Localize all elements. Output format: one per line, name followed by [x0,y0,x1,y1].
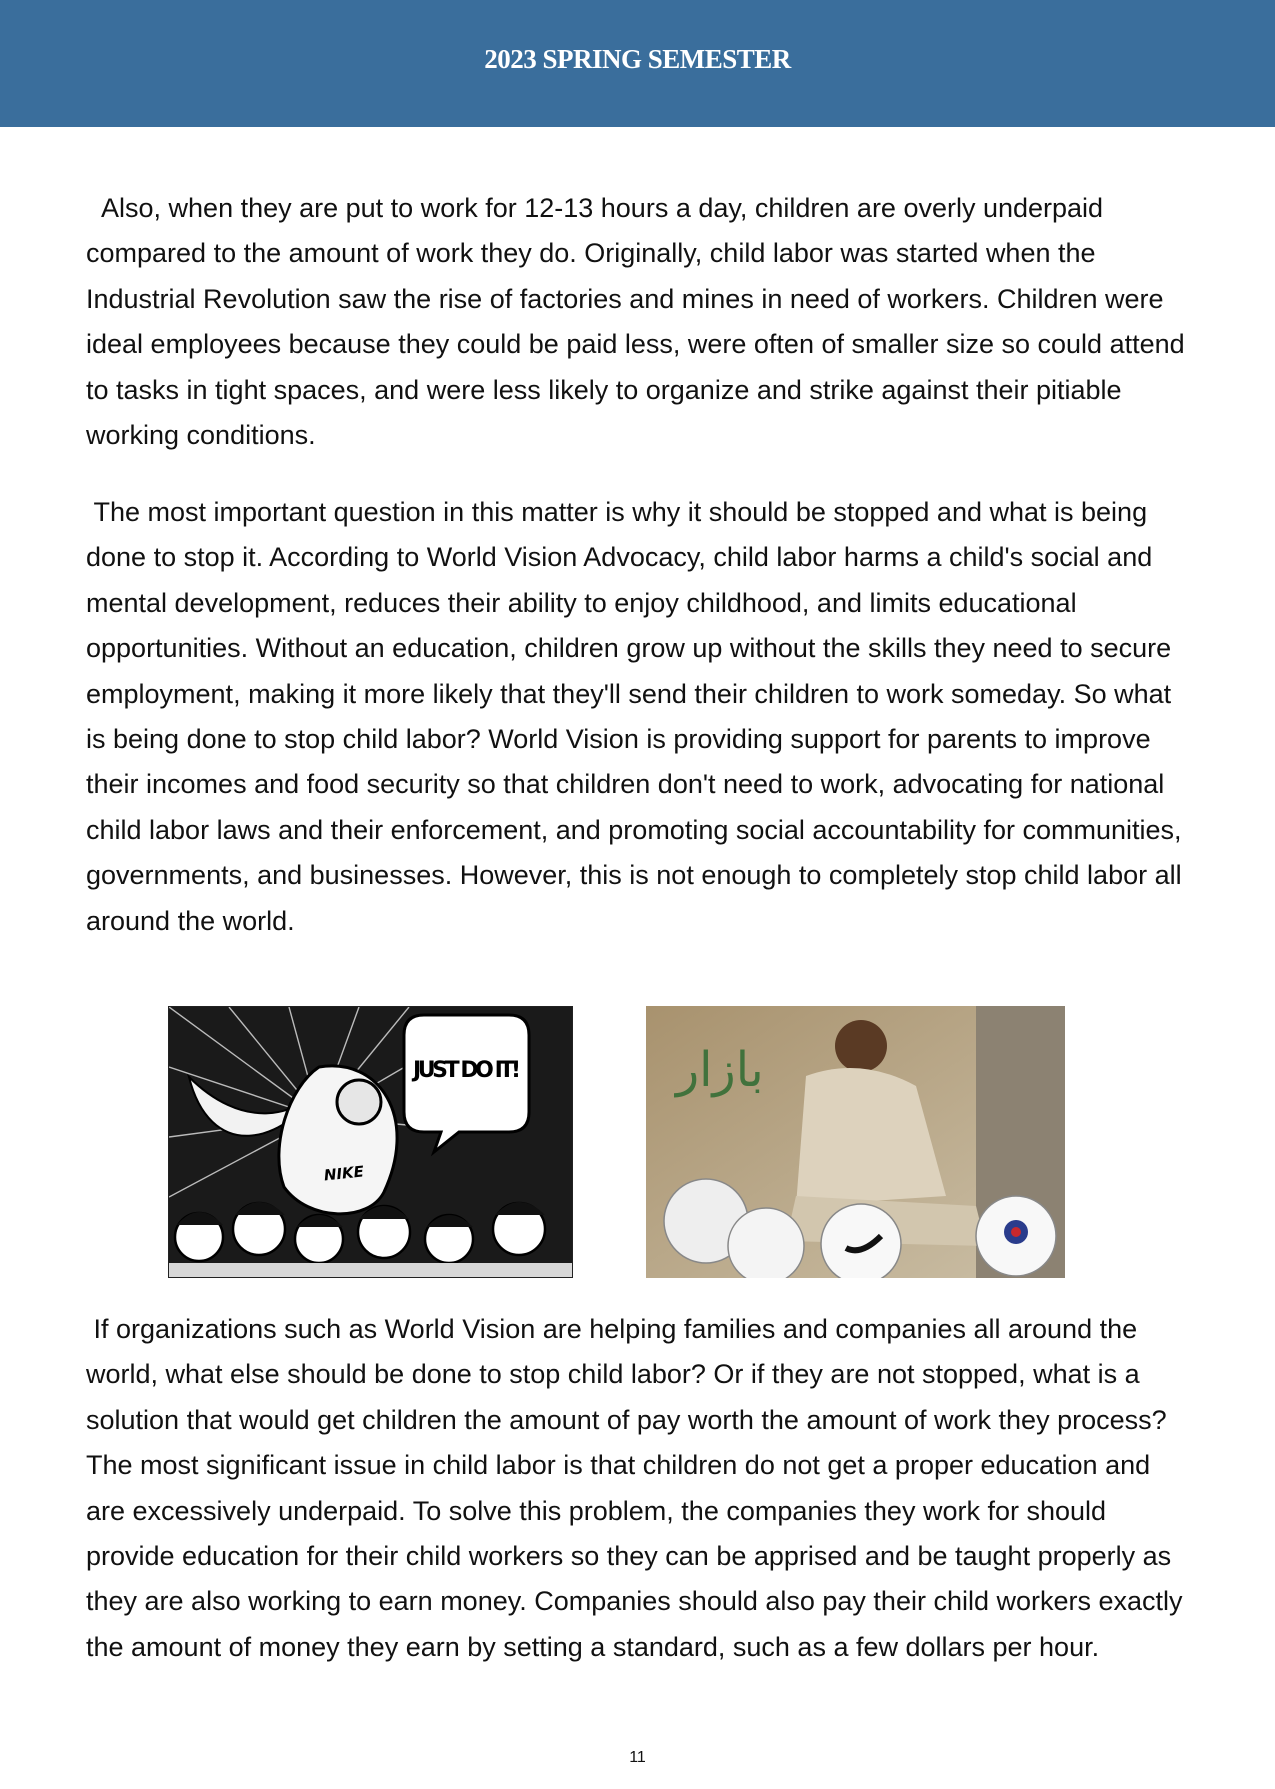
wall-graffiti: بازار [676,1042,764,1098]
cartoon-illustration [169,1007,573,1278]
cartoon-speech-bubble: JUST DO IT! [413,1058,521,1083]
cartoon-shirt-text: NIKE [323,1162,365,1185]
paragraph-1: Also, when they are put to work for 12-13 hours a day, children are overly underpaid compared to the amount of work they do. Originally, child labor was started when the Industrial Revolution saw the rise of factories and mines in need of workers. Children were ideal employees because they could be paid less, were often of smaller size so could attend to tasks in tight spaces, and were less likely to organize and strike against their pitiable working conditions. [86,193,1193,451]
header-title: 2023 SPRING SEMESTER [484,44,791,74]
cartoon-image [168,1006,573,1278]
photo-illustration [646,1006,1065,1278]
page-number: 11 [629,1749,646,1766]
page-header [0,0,1275,127]
child-worker-photo [646,1006,1065,1278]
paragraph-2: The most important question in this matter is why it should be stopped and what is being done to stop it. According to World Vision Advocacy, child labor harms a child's social and mental development, reduces their ability to enjoy childhood, and limits educational opportunities. Without an education, children grow up without the skills they need to secure employment, making it more likely that they'll send their children to work someday. So what is being done to stop child labor? World Vision is providing support for parents to improve their incomes and food security so that children don't need to work, advocating for national child labor laws and their enforcement, and promoting social accountability for communities, governments, and businesses. However, this is not enough to completely stop child labor all around the world. [86,497,1190,936]
paragraph-3: If organizations such as World Vision are helping families and companies all around the world, what else should be done to stop child labor? Or if they are not stopped, what is a solution that would get children the amount of pay worth the amount of work they process? The most significant issue in child labor is that children do not get a proper education and are excessively underpaid. To solve this problem, the companies they work for should provide education for their child workers so they can be apprised and be taught properly as they are also working to earn money. Companies should also pay their child workers exactly the amount of money they earn by setting a standard, such as a few dollars per hour. [86,1314,1191,1662]
